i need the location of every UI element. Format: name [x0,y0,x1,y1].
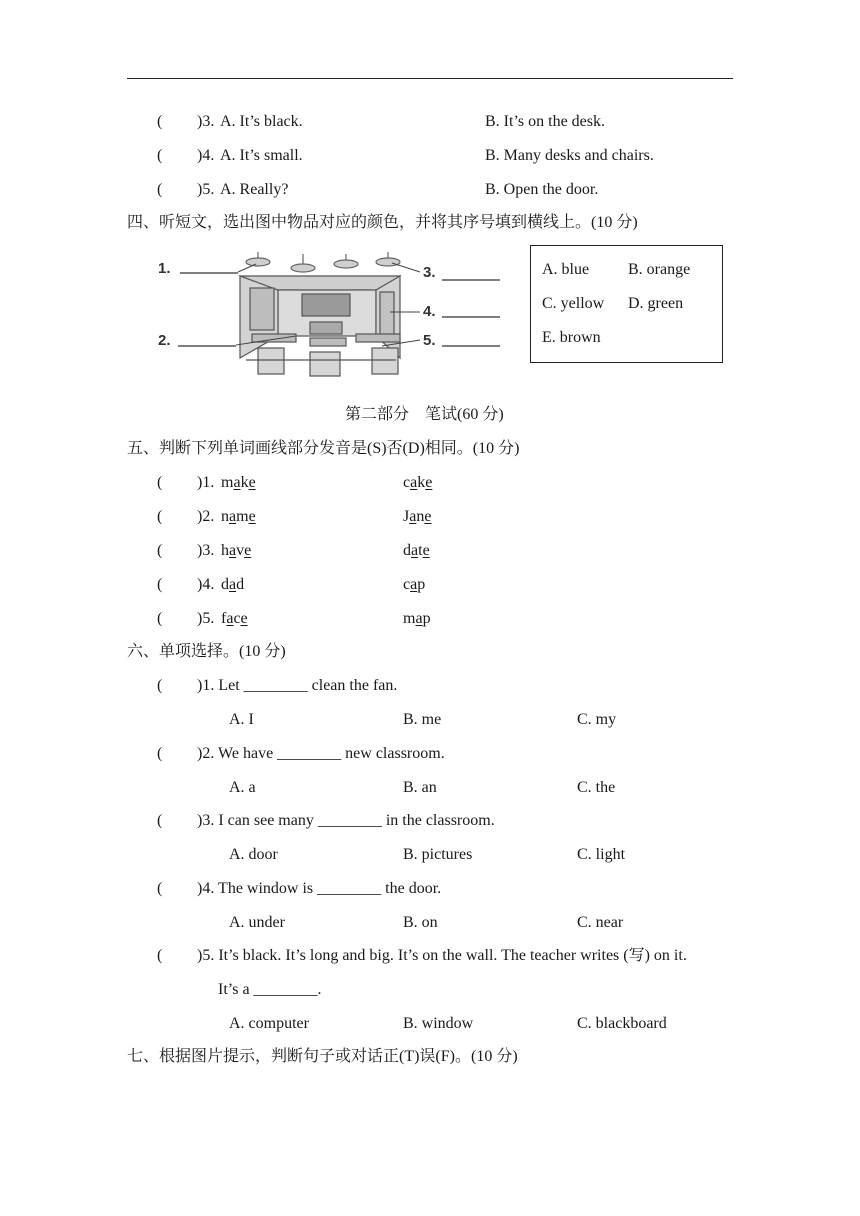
picture-label-5: 5. [423,332,436,349]
option-b: B. Open the door. [485,181,599,198]
item-number: )4. [197,576,215,593]
choice-c[interactable]: C. light [577,846,626,863]
color-option-d: D. green [628,295,684,312]
letter: m [221,474,234,491]
letter: p [417,576,426,593]
choice-b[interactable]: B. on [403,914,438,931]
answer-paren[interactable]: ( [157,745,163,762]
option-b: B. Many desks and chairs. [485,147,654,164]
word-1 [221,541,251,561]
letter: d [236,576,245,593]
letter: c [403,576,411,593]
color-options-box [530,245,723,363]
word-1 [221,609,248,629]
color-option-b: B. orange [628,261,691,278]
part-2-title: 第二部分 笔试(60 分) [345,406,504,423]
choice-c[interactable]: C. near [577,914,624,931]
letter: a [411,542,419,559]
section-6-heading: 六、单项选择。(10 分) [127,643,286,660]
letter: e [248,474,256,491]
word-2 [403,575,425,595]
question-text: )2. We have ________ new classroom. [197,745,445,762]
room-drawing [240,276,400,376]
letter: e [425,474,433,491]
item-number: )5. [197,610,215,627]
letter: e [248,508,256,525]
picture-label-2: 2. [158,332,171,349]
question-text: )1. Let ________ clean the fan. [197,677,398,694]
option-a: A. It’s black. [220,113,303,130]
choice-c[interactable]: C. my [577,711,617,728]
question-text: )3. I can see many ________ in the classroom. [197,812,495,829]
word-2 [403,473,432,493]
letter: a [229,576,237,593]
section-7-heading: 七、根据图片提示，判断句子或对话正(T)误(F)。(10 分) [127,1048,518,1065]
word-1 [221,507,256,527]
word-2 [403,507,431,527]
item-number: )3. [197,542,215,559]
question-text: )5. It’s black. It’s long and big. It’s on the wall. The teacher writes (写) on it. [197,947,687,964]
letter: a [229,542,237,559]
classroom-illustration [150,248,510,380]
letter: v [236,542,245,559]
item-number: )1. [197,474,215,491]
answer-paren[interactable]: ( [157,542,163,559]
choice-c[interactable]: C. the [577,779,616,796]
choice-b[interactable]: B. me [403,711,442,728]
letter: a [410,474,418,491]
option-a: A. It’s small. [220,147,303,164]
word-1 [221,473,256,493]
word-2 [403,541,430,561]
letter: d [221,576,229,593]
choice-a[interactable]: A. computer [229,1015,309,1032]
letter: a [415,610,423,627]
option-b: B. It’s on the desk. [485,113,605,130]
choice-b[interactable]: B. pictures [403,846,473,863]
top-rule [127,78,733,79]
choice-a[interactable]: A. a [229,779,256,796]
letter: c [403,474,411,491]
answer-paren[interactable]: ( [157,474,163,491]
picture-label-3: 3. [423,264,436,281]
choice-a[interactable]: A. door [229,846,278,863]
letter: e [422,542,430,559]
letter: e [240,610,248,627]
answer-paren[interactable]: ( [157,181,163,198]
letter: t [418,542,423,559]
section-4-heading: 四、听短文，选出图中物品对应的颜色，并将其序号填到横线上。(10 分) [127,214,638,231]
letter: e [424,508,432,525]
color-option-e: E. brown [542,329,601,346]
choice-a[interactable]: A. I [229,711,254,728]
letter: c [233,610,241,627]
color-option-c: C. yellow [542,295,605,312]
letter: h [221,542,229,559]
letter: k [240,474,249,491]
item-number: )3. [197,113,215,130]
letter: m [403,610,416,627]
letter: n [416,508,425,525]
letter: d [403,542,411,559]
answer-paren[interactable]: ( [157,508,163,525]
ceiling-fans [246,252,400,272]
choice-c[interactable]: C. blackboard [577,1015,667,1032]
answer-paren[interactable]: ( [157,610,163,627]
answer-paren[interactable]: ( [157,677,163,694]
choice-b[interactable]: B. an [403,779,437,796]
answer-paren[interactable]: ( [157,576,163,593]
letter: f [221,610,227,627]
letter: a [410,576,418,593]
section-5-heading: 五、判断下列单词画线部分发音是(S)否(D)相同。(10 分) [127,440,520,457]
letter: e [244,542,252,559]
answer-paren[interactable]: ( [157,812,163,829]
letter: J [403,508,410,525]
item-number: )2. [197,508,215,525]
letter: a [226,610,234,627]
question-text: )4. The window is ________ the door. [197,880,442,897]
letter: p [422,610,431,627]
choice-a[interactable]: A. under [229,914,285,931]
letter: m [236,508,249,525]
letter: k [417,474,426,491]
picture-label-4: 4. [423,303,436,320]
item-number: )4. [197,147,215,164]
color-option-a: A. blue [542,261,590,278]
question-text-continued: It’s a ________. [218,981,322,998]
choice-b[interactable]: B. window [403,1015,474,1032]
letter: a [409,508,417,525]
letter: a [229,508,237,525]
answer-paren[interactable]: ( [157,947,163,964]
letter: a [233,474,241,491]
answer-paren[interactable]: ( [157,880,163,897]
item-number: )5. [197,181,215,198]
word-1 [221,575,244,595]
answer-paren[interactable]: ( [157,147,163,164]
letter: n [221,508,229,525]
picture-label-1: 1. [158,260,171,277]
option-a: A. Really? [220,181,289,198]
answer-paren[interactable]: ( [157,113,163,130]
word-2 [403,609,431,629]
